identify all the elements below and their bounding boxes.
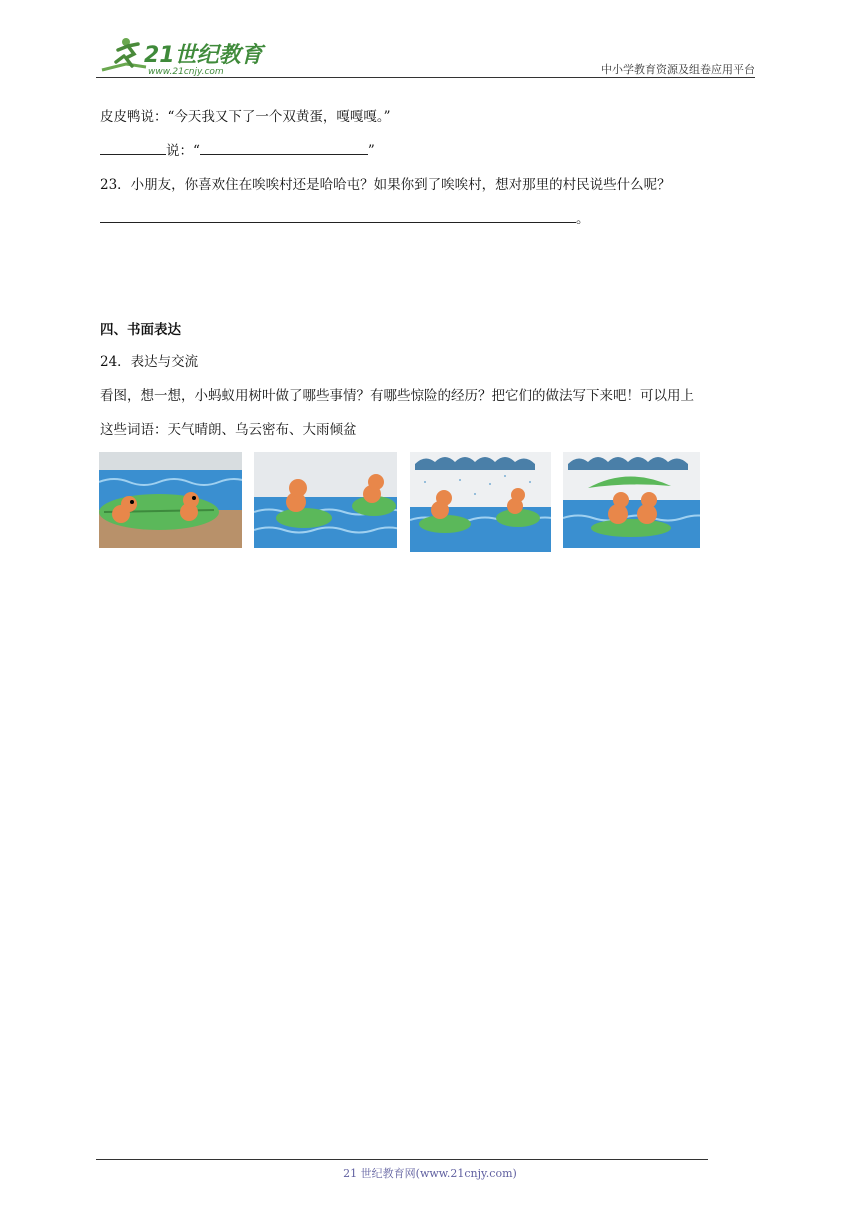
fill-in-line [100, 142, 375, 160]
question-24: 24．表达与交流 [100, 354, 199, 370]
answer-line-23 [100, 210, 590, 228]
header-divider [96, 77, 755, 78]
answer-blank-speaker[interactable] [100, 142, 166, 155]
say-label: 说：“ [166, 143, 200, 159]
picture-1-ants-on-shore [99, 452, 242, 548]
footer-text: 21 世纪教育网(www.21cnjy.com) [343, 1167, 517, 1180]
question-24-instruction: 看图，想一想，小蚂蚁用树叶做了哪些事情？有哪些惊险的经历？把它们的做法写下来吧！可以用上 [100, 388, 694, 404]
svg-text:www.21cnjy.com: www.21cnjy.com [148, 67, 224, 77]
site-logo [96, 34, 266, 78]
logo-runner-icon [96, 34, 266, 78]
section-heading: 四、书面表达 [100, 322, 181, 338]
question-24-words: 这些词语：天气晴朗、乌云密布、大雨倾盆 [100, 422, 357, 438]
platform-name: 中小学教育资源及组卷应用平台 [601, 63, 755, 76]
period: 。 [576, 211, 590, 227]
answer-blank-quote[interactable] [200, 142, 368, 155]
close-quote: ” [367, 143, 375, 159]
picture-4-leaf-umbrella [563, 452, 700, 548]
footer-divider [96, 1159, 708, 1160]
quote-line: 皮皮鸭说：“今天我又下了一个双黄蛋，嘎嘎嘎。” [100, 109, 391, 125]
question-23: 23．小朋友，你喜欢住在唉唉村还是哈哈屯？如果你到了唉唉村，想对那里的村民说些什么呢？ [100, 177, 671, 193]
picture-3-rain [410, 452, 551, 552]
picture-2-leaf-boats [254, 452, 397, 548]
answer-blank-23[interactable] [100, 210, 576, 223]
svg-text:21世纪教育: 21世纪教育 [144, 43, 263, 68]
